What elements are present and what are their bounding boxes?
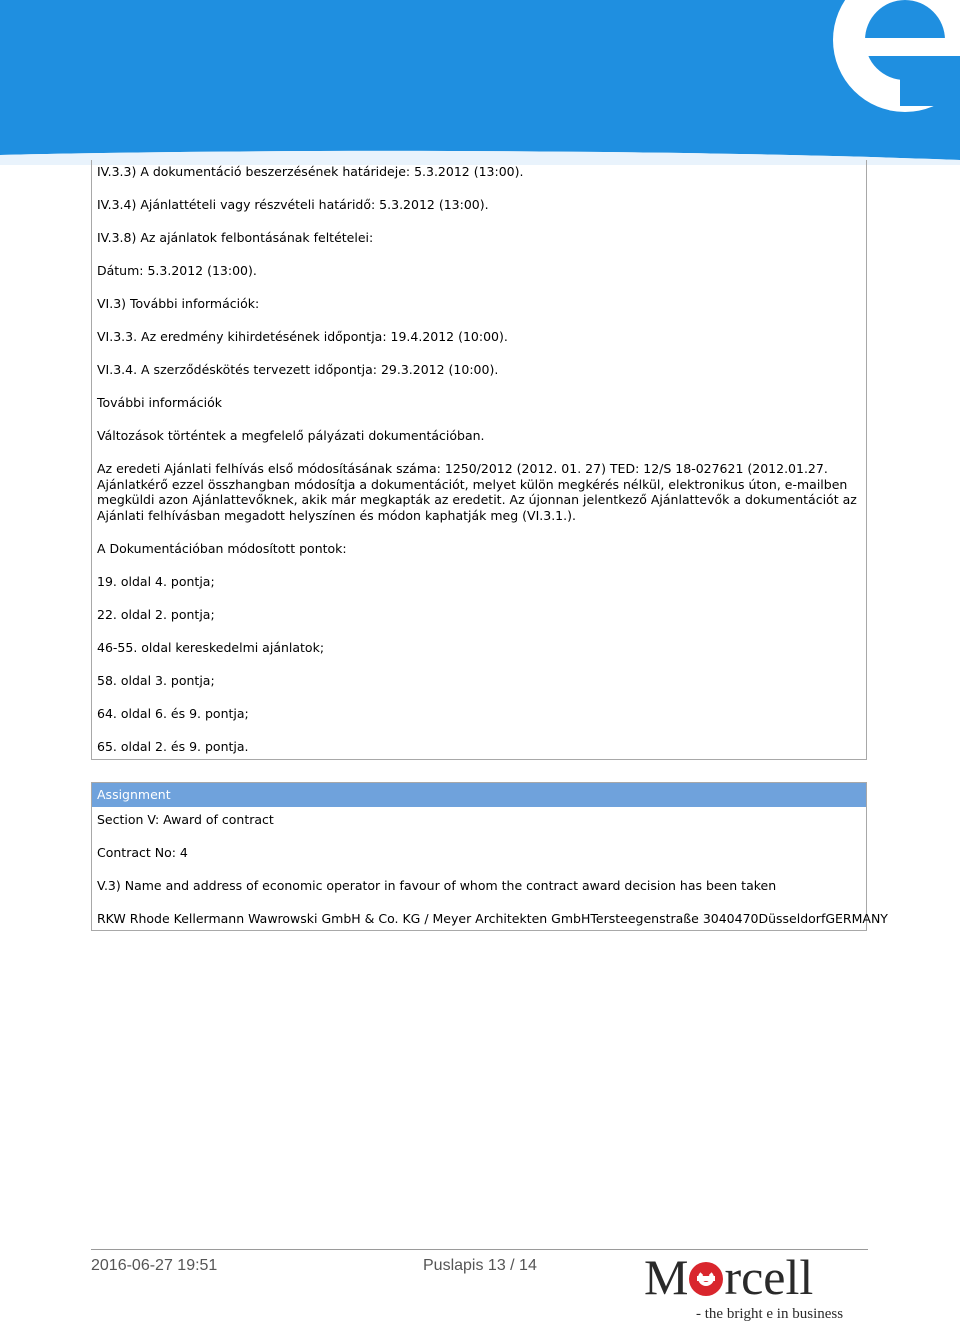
notice-line: A Dokumentációban módosított pontok: (97, 541, 347, 556)
logo-text-right: rcell (724, 1249, 814, 1305)
assignment-line: Section V: Award of contract (97, 812, 274, 827)
section-header: Assignment (92, 783, 866, 807)
notice-line: IV.3.3) A dokumentáció beszerzésének határideje: 5.3.2012 (13:00). (97, 164, 524, 179)
list-item: 64. oldal 6. és 9. pontja; (97, 706, 249, 721)
notice-paragraph: Az eredeti Ajánlati felhívás első módosításának száma: 1250/2012 (2012. 01. 27) TED: 12/S 18-027621 (2012.01.27. Ajánlatkérő ezzel összhangban módosítja a dokumentációt, melyet külön megkérés nélkül, elektronikus úton, e-mailben megküldi azon Ajánlattevőknek, akik már megkapták az eredetit. Az újonnan jelentkező Ajánlattevők a dokumentációt az Ajánlati felhívásban megadott helyszínen és módon kaphatják meg (VI.3.1.). (97, 461, 857, 523)
notice-line: VI.3.4. A szerződéskötés tervezett időpontja: 29.3.2012 (10:00). (97, 362, 499, 377)
logo-tagline: - the bright e in business (696, 1306, 844, 1322)
notice-line: IV.3.4) Ajánlattételi vagy részvételi határidő: 5.3.2012 (13:00). (97, 197, 489, 212)
footer-timestamp: 2016-06-27 19:51 (91, 1257, 218, 1274)
notice-section (91, 160, 867, 760)
marcell-logo (640, 1249, 868, 1324)
page-number: Puslapis 13 / 14 (423, 1257, 537, 1274)
notice-line: IV.3.8) Az ajánlatok felbontásának feltételei: (97, 230, 374, 245)
list-item: 22. oldal 2. pontja; (97, 607, 215, 622)
notice-heading: További információk (97, 395, 222, 410)
assignment-line: RKW Rhode Kellermann Wawrowski GmbH & Co. KG / Meyer Architekten GmbHTersteegenstraße 3040470DüsseldorfGERMANY (97, 911, 888, 926)
list-item: 58. oldal 3. pontja; (97, 673, 215, 688)
logo-text-left: M (644, 1249, 689, 1305)
assignment-line: Contract No: 4 (97, 845, 188, 860)
header-banner (0, 0, 960, 165)
logo-wordmark (644, 1248, 813, 1306)
list-item: 19. oldal 4. pontja; (97, 574, 215, 589)
red-e-icon (689, 1262, 723, 1296)
list-item: 65. oldal 2. és 9. pontja. (97, 739, 249, 754)
banner-graphic (0, 0, 960, 165)
notice-line: VI.3) További információk: (97, 296, 260, 311)
notice-line: Változások történtek a megfelelő pályázati dokumentációban. (97, 428, 485, 443)
assignment-line: V.3) Name and address of economic operator in favour of whom the contract award decision has been taken (97, 878, 777, 893)
list-item: 46-55. oldal kereskedelmi ajánlatok; (97, 640, 325, 655)
notice-line: Dátum: 5.3.2012 (13:00). (97, 263, 257, 278)
assignment-section (91, 782, 888, 931)
notice-line: VI.3.3. Az eredmény kihirdetésének időpontja: 19.4.2012 (10:00). (97, 329, 508, 344)
